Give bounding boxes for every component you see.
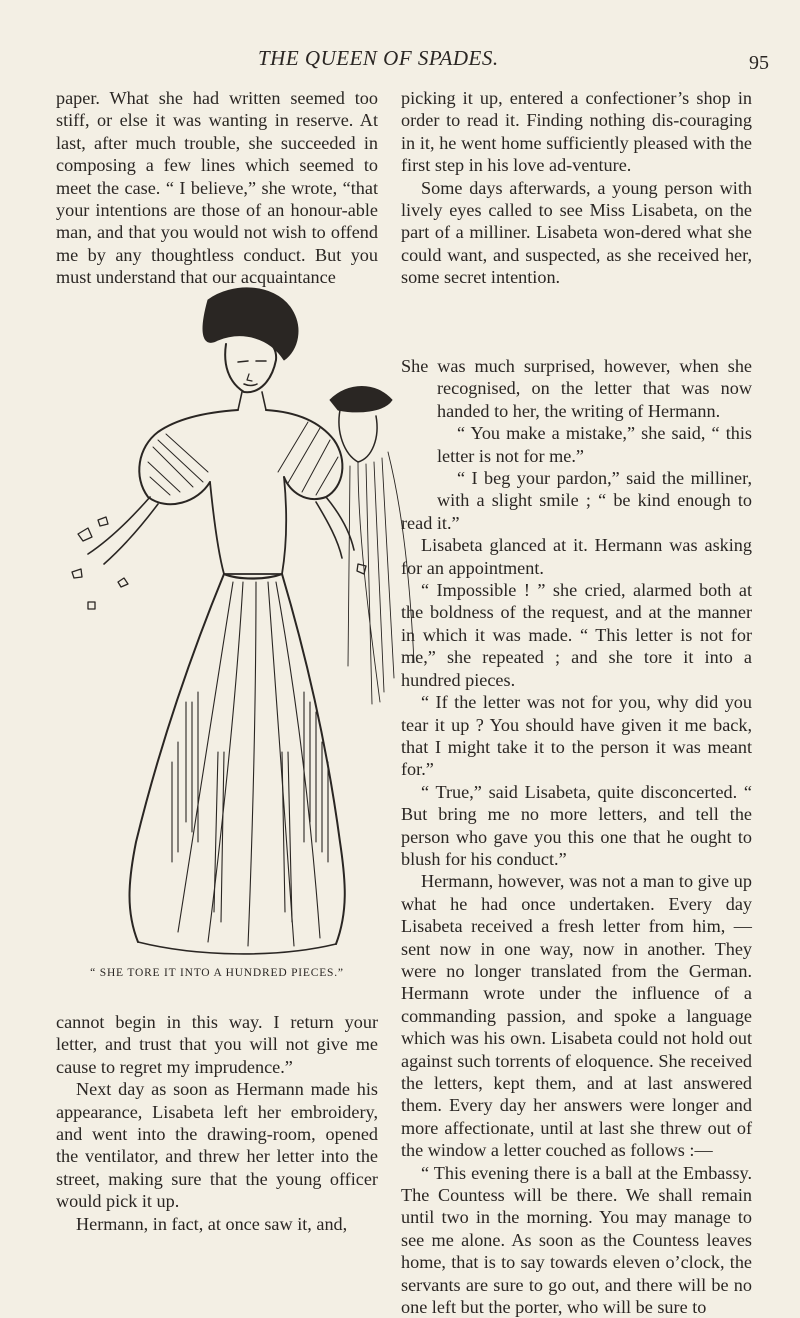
- paragraph: Hermann, in fact, at once saw it, and,: [76, 1213, 348, 1234]
- illustration-caption: “ SHE TORE IT INTO A HUNDRED PIECES.”: [90, 967, 344, 979]
- page-header: [0, 46, 800, 86]
- right-column-top: [401, 87, 752, 289]
- paragraph: “ This evening there is a ball at the Embassy. The Countess will be there. We shall remain until two in the morning. You may manage to see me alone. As soon as the Countess leaves home, that is to say towards eleven o’clock, the servants are sure to go out, and there will be no one left but the porter, who will be sure to: [401, 1162, 752, 1318]
- paragraph: cannot begin in this way. I return your letter, and trust that you will not give me cause to regret my imprudence.”: [56, 1012, 378, 1077]
- paragraph: “ I beg your pardon,” said the milliner, with a slight smile ; “ be kind enough to read it.”: [401, 468, 752, 533]
- illustration-woman-tearing-letter: [58, 282, 418, 962]
- paragraph: “ True,” said Lisabeta, quite disconcerted. “ But bring me no more letters, and tell the person who gave you this one that he ought to blush for his conduct.”: [401, 781, 752, 869]
- paragraph: “ If the letter was not for you, why did you tear it up ? You should have given it me back, that I might take it to the person it was meant for.”: [401, 692, 752, 780]
- paragraph: picking it up, entered a confectioner’s shop in order to read it. Finding nothing dis-couraging in it, he went home sufficiently pleased with the first step in his love ad-venture.: [401, 88, 752, 176]
- page-number: 95: [749, 52, 769, 74]
- paragraph: Lisabeta glanced at it. Hermann was asking for an appointment.: [401, 535, 752, 578]
- paragraph: “ Impossible ! ” she cried, alarmed both at the boldness of the request, and at the manner in which it was made. “ This letter is not for me,” she repeated ; and she tore it into a hundred pieces.: [401, 580, 752, 690]
- left-column-bottom: [56, 1011, 378, 1235]
- paragraph: Some days afterwards, a young person with lively eyes called to see Miss Lisabeta, on the part of a milliner. Lisabeta won-dered what she could want, and suspected, as she received her, some secret intention.: [401, 177, 752, 288]
- paragraph: paper. What she had written seemed too stiff, or else it was wanting in reserve. At last, after much trouble, she succeeded in composing a few lines which seemed to meet the case. “ I believe,” she wrote, “that your intentions are those of an honour-able man, and that you would not wish to offend me by any thoughtless conduct. But you must understand that our acquaintance: [56, 88, 378, 288]
- paragraph: Hermann, however, was not a man to give up what he had once undertaken. Every day Lisabeta received a fresh letter from him, —sent now in one way, now in another. They were no longer translated from the German. Hermann wrote under the influence of a commanding passion, and spoke a language which was his own. Lisabeta could not hold out against such torrents of eloquence. She received the letters, kept them, and at last answered them. Every day her answers were longer and more affectionate, until at last she threw out of the window a letter couched as follows :—: [401, 871, 752, 1161]
- running-head: THE QUEEN OF SPADES.: [258, 46, 499, 70]
- paragraph: Next day as soon as Hermann made his appearance, Lisabeta left her embroidery, and went into the drawing-room, opened the ventilator, and threw her letter into the street, making sure that the young officer would pick it up.: [56, 1079, 378, 1212]
- paragraph: She was much surprised, however, when she recognised, on the letter that was now handed to her, the writing of Hermann.: [401, 356, 752, 421]
- left-column-top: [56, 87, 378, 289]
- right-column-wrap: [401, 355, 752, 1318]
- paragraph: “ You make a mistake,” she said, “ this letter is not for me.”: [437, 423, 752, 466]
